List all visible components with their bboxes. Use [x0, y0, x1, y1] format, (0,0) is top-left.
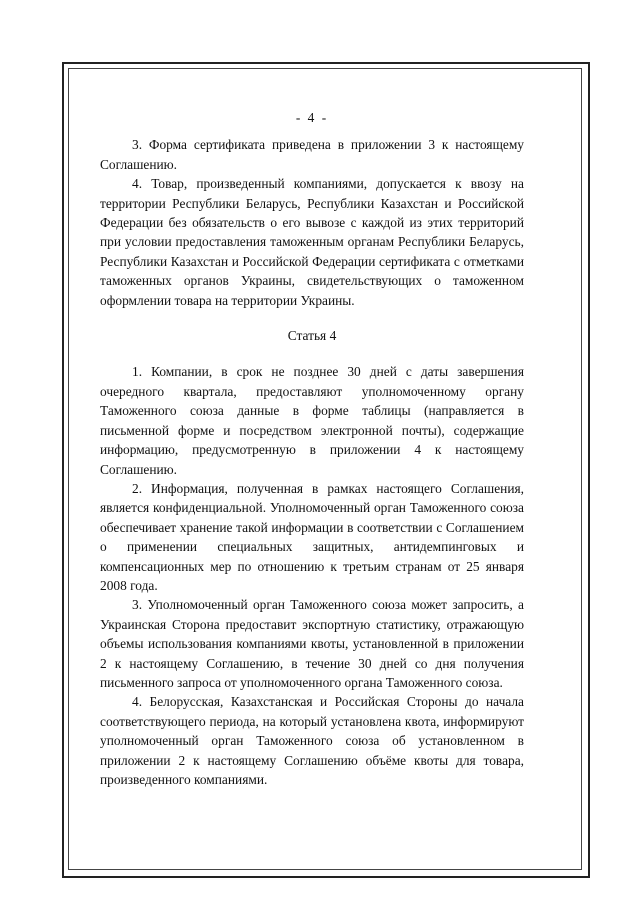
document-body	[100, 108, 524, 789]
article-heading: Статья 4	[287, 328, 337, 344]
article-4-paragraph-2: 2. Информация, полученная в рамках настоящего Соглашения, является конфиденциальной. Уполномоченный орган Таможенного союза обеспечивает хранение такой информации в соответствии с Соглашением о применении специальных защитных, антидемпинговых и компенсационных мер по отношению к третьим странам от 25 января 2008 года.	[100, 480, 524, 593]
article-4-paragraph-1: 1. Компании, в срок не позднее 30 дней с даты завершения очередного квартала, предоставляют уполномоченному органу Таможенного союза данные в форме таблицы (направляется в письменной форме и посредством электронной почты), содержащие информацию, предусмотренную в приложении 4 к настоящему Соглашению.	[100, 364, 524, 477]
article-4-paragraph-3: 3. Уполномоченный орган Таможенного союза может запросить, а Украинская Сторона предоставит экспортную статистику, отражающую объемы использования компаниями квоты, установленной в приложении 2 к настоящему Соглашению, в течение 30 дней со дня получения письменного запроса от уполномоченного органа Таможенного союза.	[100, 597, 524, 690]
paragraph-3-certificate-form: 3. Форма сертификата приведена в приложении 3 к настоящему Соглашению.	[100, 137, 524, 172]
page-number: - 4 -	[295, 110, 329, 125]
article-4-paragraph-4: 4. Белорусская, Казахстанская и Российская Стороны до начала соответствующего периода, на который установлена квота, информируют уполномоченный орган Таможенного союза об установленном в приложении 2 к настоящему Соглашению объёме квоты для товара, произведенного компаниями.	[100, 694, 524, 787]
paragraph-4-goods-import: 4. Товар, произведенный компаниями, допускается к ввозу на территории Республики Беларусь, Республики Казахстан и Российской Федерации без обязательств о его вывозе с каждой из этих территорий при условии предоставления таможенным органам Республики Беларусь, Республики Казахстан и Российской Федерации сертификата с отметками таможенных органов Украины, свидетельствующих о таможенном оформлении товара на территории Украины.	[100, 176, 524, 308]
